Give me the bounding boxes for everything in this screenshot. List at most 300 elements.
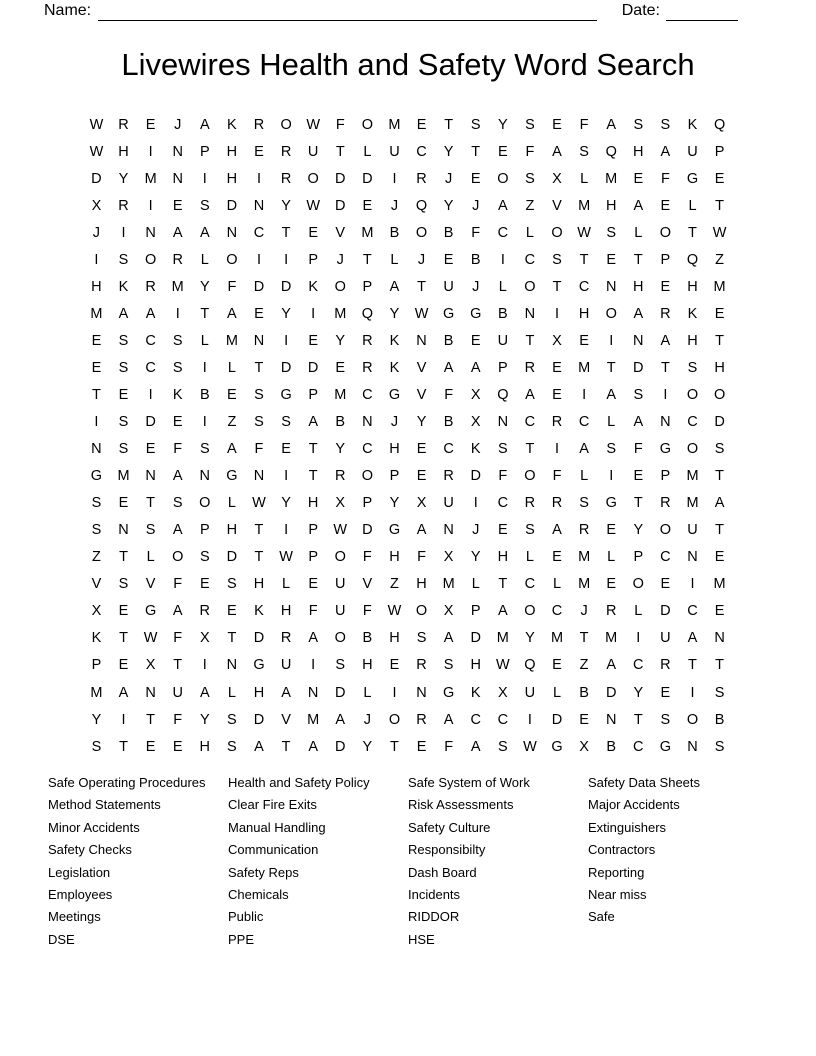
grid-cell: T xyxy=(579,251,589,268)
date-blank-line xyxy=(666,3,738,21)
grid-cell: E xyxy=(199,576,210,593)
grid-cell: H xyxy=(497,549,509,566)
grid-cell: W xyxy=(712,224,727,241)
grid-cell: E xyxy=(470,170,481,187)
grid-cell: P xyxy=(308,549,318,566)
grid-cell: I xyxy=(690,576,695,593)
word-list-item: Incidents xyxy=(408,887,461,903)
grid-cell: L xyxy=(634,224,643,241)
grid-cell: H xyxy=(226,170,238,187)
grid-cell: S xyxy=(118,441,129,458)
grid-cell: O xyxy=(524,468,536,485)
grid-cell: F xyxy=(335,116,345,133)
grid-cell: T xyxy=(715,468,724,485)
grid-cell: W xyxy=(577,224,591,241)
grid-cell: C xyxy=(524,251,536,268)
grid-cell: S xyxy=(91,495,102,512)
grid-cell: C xyxy=(687,603,698,620)
grid-cell: S xyxy=(633,386,644,403)
grid-cell: Y xyxy=(525,630,535,647)
grid-cell: J xyxy=(336,251,344,268)
grid-cell: N xyxy=(145,684,156,701)
word-list-item: Safe xyxy=(588,909,615,925)
grid-cell: I xyxy=(94,251,99,268)
grid-cell: I xyxy=(473,495,478,512)
grid-cell: T xyxy=(119,630,128,647)
grid-cell: S xyxy=(660,116,671,133)
page-title: Livewires Health and Safety Word Search xyxy=(121,47,695,82)
word-list-item: RIDDOR xyxy=(408,909,460,925)
grid-cell: Y xyxy=(389,305,400,322)
grid-cell: I xyxy=(284,522,289,539)
grid-cell: W xyxy=(89,143,104,160)
grid-cell: D xyxy=(307,359,319,376)
grid-cell: F xyxy=(579,116,589,133)
grid-cell: P xyxy=(714,143,725,160)
grid-cell: P xyxy=(660,251,671,268)
grid-cell: V xyxy=(416,386,427,403)
grid-cell: M xyxy=(171,278,184,295)
grid-cell: P xyxy=(633,549,644,566)
grid-cell: M xyxy=(713,576,726,593)
grid-cell: N xyxy=(605,711,617,728)
grid-cell: A xyxy=(606,116,617,133)
grid-cell: E xyxy=(660,197,671,214)
grid-cell: A xyxy=(308,738,318,755)
grid-cell: V xyxy=(335,224,346,241)
grid-cell: F xyxy=(173,711,183,728)
grid-cell: Y xyxy=(443,197,454,214)
grid-cell: E xyxy=(633,468,644,485)
grid-cell: W xyxy=(306,116,321,133)
grid-cell: H xyxy=(470,657,481,674)
grid-cell: H xyxy=(578,305,590,322)
grid-cell: C xyxy=(633,738,644,755)
grid-cell: N xyxy=(145,468,156,485)
grid-cell: P xyxy=(660,468,671,485)
grid-cell: H xyxy=(687,332,698,349)
grid-cell: D xyxy=(280,278,292,295)
grid-cell: O xyxy=(307,170,319,187)
grid-cell: E xyxy=(91,332,102,349)
grid-cell: S xyxy=(552,251,562,268)
grid-cell: O xyxy=(524,278,536,295)
grid-cell: P xyxy=(308,522,318,539)
grid-cell: X xyxy=(443,603,454,620)
grid-cell: R xyxy=(199,603,211,620)
grid-cell: A xyxy=(416,522,427,539)
grid-cell: A xyxy=(281,684,291,701)
grid-cell: K xyxy=(254,603,264,620)
grid-cell: L xyxy=(498,278,507,295)
grid-cell: H xyxy=(118,143,129,160)
grid-cell: F xyxy=(362,603,372,620)
grid-cell: R xyxy=(416,170,427,187)
grid-cell: D xyxy=(362,522,373,539)
grid-cell: T xyxy=(254,549,264,566)
grid-cell: E xyxy=(118,386,129,403)
grid-cell: N xyxy=(199,468,211,485)
grid-cell: Q xyxy=(686,251,699,268)
grid-cell: D xyxy=(714,414,725,431)
grid-cell: E xyxy=(118,495,129,512)
grid-cell: W xyxy=(306,197,321,214)
grid-cell: R xyxy=(416,657,427,674)
grid-cell: A xyxy=(227,441,237,458)
grid-cell: V xyxy=(552,197,562,214)
grid-cell: F xyxy=(254,441,264,458)
grid-cell: P xyxy=(199,143,210,160)
grid-cell: Y xyxy=(91,711,102,728)
grid-cell: J xyxy=(363,711,371,728)
grid-cell: A xyxy=(579,441,589,458)
grid-cell: Y xyxy=(281,197,291,214)
grid-cell: I xyxy=(148,197,153,214)
grid-cell: U xyxy=(687,143,698,160)
grid-cell: T xyxy=(308,468,318,485)
grid-cell: N xyxy=(226,224,238,241)
grid-cell: T xyxy=(525,441,535,458)
grid-cell: X xyxy=(470,386,481,403)
grid-cell: H xyxy=(633,278,644,295)
grid-cell: G xyxy=(686,170,699,187)
grid-cell: R xyxy=(660,657,671,674)
grid-cell: A xyxy=(308,414,318,431)
grid-cell: G xyxy=(388,522,401,539)
grid-cell: K xyxy=(687,305,698,322)
grid-cell: T xyxy=(633,711,643,728)
grid-cell: E xyxy=(660,576,671,593)
grid-cell: U xyxy=(524,684,536,701)
grid-cell: E xyxy=(497,522,508,539)
grid-cell: E xyxy=(416,441,427,458)
grid-cell: S xyxy=(172,495,183,512)
grid-cell: B xyxy=(443,224,454,241)
grid-cell: B xyxy=(579,684,589,701)
grid-cell: A xyxy=(687,630,698,647)
grid-cell: Q xyxy=(497,386,509,403)
grid-cell: P xyxy=(362,278,373,295)
grid-cell: R xyxy=(118,197,129,214)
grid-cell: D xyxy=(226,549,238,566)
grid-cell: E xyxy=(470,332,481,349)
grid-cell: O xyxy=(172,549,184,566)
grid-cell: J xyxy=(472,197,480,214)
grid-cell: G xyxy=(659,441,672,458)
grid-cell: S xyxy=(227,576,237,593)
grid-cell: T xyxy=(146,495,156,512)
grid-cell: T xyxy=(390,738,399,755)
grid-cell: L xyxy=(525,224,534,241)
grid-cell: L xyxy=(227,684,236,701)
grid-cell: O xyxy=(497,170,509,187)
grid-cell: Q xyxy=(361,305,373,322)
grid-cell: K xyxy=(470,684,481,701)
grid-cell: E xyxy=(362,197,373,214)
word-list-item: Major Accidents xyxy=(588,797,680,813)
grid-cell: K xyxy=(227,116,237,133)
word-list xyxy=(48,772,768,951)
date-label: Date: xyxy=(621,2,660,19)
grid-cell: E xyxy=(416,468,427,485)
grid-cell: E xyxy=(145,116,156,133)
grid-cell: E xyxy=(281,441,291,458)
grid-cell: Y xyxy=(389,495,400,512)
grid-cell: X xyxy=(552,332,562,349)
grid-cell: A xyxy=(443,711,454,728)
grid-cell: T xyxy=(688,224,697,241)
grid-cell: P xyxy=(362,495,373,512)
grid-cell: H xyxy=(605,197,617,214)
grid-cell: C xyxy=(660,549,671,566)
grid-cell: G xyxy=(443,684,455,701)
grid-cell: S xyxy=(714,441,725,458)
grid-cell: R xyxy=(660,495,671,512)
grid-cell: A xyxy=(552,143,562,160)
grid-cell: R xyxy=(524,495,536,512)
word-list-item: Minor Accidents xyxy=(48,819,140,835)
grid-cell: Y xyxy=(497,116,508,133)
grid-cell: E xyxy=(227,603,237,620)
grid-cell: A xyxy=(172,224,183,241)
letter-grid xyxy=(0,111,816,760)
grid-cell: A xyxy=(470,359,481,376)
word-list-item: Clear Fire Exits xyxy=(228,797,317,813)
grid-cell: V xyxy=(91,576,102,593)
grid-cell: Z xyxy=(227,414,237,431)
grid-cell: I xyxy=(555,305,560,322)
grid-cell: R xyxy=(551,414,563,431)
grid-cell: A xyxy=(633,414,644,431)
grid-cell: O xyxy=(334,278,346,295)
grid-cell: E xyxy=(552,657,562,674)
grid-cell: Q xyxy=(524,657,536,674)
grid-cell: O xyxy=(361,468,373,485)
grid-cell: N xyxy=(443,522,454,539)
grid-cell: S xyxy=(525,522,535,539)
grid-cell: U xyxy=(280,657,292,674)
grid-cell: M xyxy=(90,684,103,701)
grid-cell: W xyxy=(333,522,348,539)
grid-cell: T xyxy=(606,359,616,376)
grid-cell: B xyxy=(389,224,400,241)
grid-cell: T xyxy=(200,305,210,322)
grid-cell: X xyxy=(579,738,589,755)
grid-cell: N xyxy=(253,332,265,349)
grid-cell: I xyxy=(121,224,126,241)
word-list-item: Safe System of Work xyxy=(408,775,530,790)
grid-cell: D xyxy=(253,711,265,728)
grid-cell: X xyxy=(552,170,562,187)
grid-cell: B xyxy=(714,711,725,728)
grid-cell: P xyxy=(497,359,508,376)
grid-cell: Y xyxy=(633,684,644,701)
grid-cell: I xyxy=(609,332,614,349)
grid-cell: N xyxy=(307,684,319,701)
grid-cell: I xyxy=(392,684,397,701)
grid-cell: O xyxy=(144,251,157,268)
grid-cell: F xyxy=(417,549,426,566)
grid-cell: R xyxy=(280,143,292,160)
grid-cell: Y xyxy=(199,711,210,728)
grid-cell: H xyxy=(416,576,427,593)
grid-cell: D xyxy=(335,170,346,187)
grid-cell: D xyxy=(91,170,102,187)
grid-cell: E xyxy=(443,251,454,268)
grid-cell: O xyxy=(361,116,373,133)
grid-cell: S xyxy=(172,359,183,376)
grid-cell: U xyxy=(335,576,346,593)
word-list-item: Employees xyxy=(48,887,113,903)
grid-cell: E xyxy=(172,197,183,214)
grid-cell: S xyxy=(633,116,644,133)
grid-cell: T xyxy=(444,116,454,133)
grid-cell: O xyxy=(415,603,428,620)
grid-cell: S xyxy=(497,738,508,755)
grid-cell: I xyxy=(311,305,316,322)
grid-cell: O xyxy=(713,386,726,403)
grid-cell: C xyxy=(470,711,481,728)
grid-cell: L xyxy=(552,576,562,593)
word-list-item: Reporting xyxy=(588,864,645,880)
grid-cell: B xyxy=(470,251,481,268)
grid-cell: O xyxy=(686,441,699,458)
grid-cell: S xyxy=(443,657,454,674)
grid-cell: H xyxy=(362,657,373,674)
word-list-item: Method Statements xyxy=(48,797,161,813)
grid-cell: E xyxy=(606,251,617,268)
grid-cell: M xyxy=(713,278,726,295)
grid-cell: N xyxy=(118,522,129,539)
grid-cell: P xyxy=(91,657,102,674)
grid-cell: O xyxy=(659,224,672,241)
grid-cell: M xyxy=(334,305,347,322)
grid-cell: R xyxy=(335,468,346,485)
grid-cell: S xyxy=(687,359,698,376)
grid-cell: A xyxy=(525,386,535,403)
grid-cell: A xyxy=(172,603,183,620)
grid-cell: J xyxy=(390,197,399,214)
grid-cell: R xyxy=(416,711,427,728)
grid-cell: K xyxy=(118,278,129,295)
grid-cell: I xyxy=(609,468,614,485)
grid-cell: E xyxy=(416,116,427,133)
grid-cell: I xyxy=(582,386,587,403)
grid-cell: S xyxy=(714,684,725,701)
grid-cell: D xyxy=(660,603,671,620)
grid-cell: E xyxy=(579,711,589,728)
grid-cell: L xyxy=(200,251,209,268)
grid-cell: A xyxy=(660,143,671,160)
grid-cell: U xyxy=(307,143,319,160)
grid-cell: I xyxy=(311,657,316,674)
grid-cell: E xyxy=(254,305,264,322)
grid-cell: I xyxy=(121,711,126,728)
grid-cell: V xyxy=(362,576,373,593)
grid-cell: G xyxy=(551,738,563,755)
grid-cell: Y xyxy=(362,738,373,755)
grid-cell: A xyxy=(714,495,725,512)
grid-cell: I xyxy=(256,251,261,268)
grid-cell: T xyxy=(227,630,237,647)
header-row xyxy=(44,2,738,21)
grid-cell: O xyxy=(524,603,536,620)
grid-cell: J xyxy=(445,170,453,187)
grid-cell: S xyxy=(579,143,589,160)
grid-cell: O xyxy=(280,116,292,133)
grid-cell: G xyxy=(226,468,238,485)
grid-cell: T xyxy=(660,359,670,376)
word-list-item: Safety Culture xyxy=(408,819,491,835)
grid-cell: F xyxy=(362,549,372,566)
grid-cell: W xyxy=(252,495,266,512)
grid-cell: S xyxy=(91,522,102,539)
grid-cell: I xyxy=(202,359,207,376)
grid-cell: E xyxy=(552,549,562,566)
grid-cell: M xyxy=(578,359,591,376)
grid-cell: H xyxy=(307,495,319,512)
grid-cell: S xyxy=(660,711,671,728)
grid-cell: D xyxy=(335,684,346,701)
grid-cell: H xyxy=(226,522,238,539)
grid-cell: H xyxy=(253,576,265,593)
grid-cell: H xyxy=(389,549,400,566)
grid-cell: T xyxy=(471,143,481,160)
grid-cell: T xyxy=(715,197,724,214)
grid-cell: A xyxy=(118,684,129,701)
grid-cell: X xyxy=(199,630,210,647)
grid-cell: K xyxy=(470,441,481,458)
grid-cell: C xyxy=(443,441,454,458)
grid-cell: T xyxy=(119,738,128,755)
grid-cell: O xyxy=(388,711,401,728)
grid-cell: T xyxy=(688,657,697,674)
grid-cell: I xyxy=(148,386,153,403)
grid-cell: K xyxy=(308,278,318,295)
grid-cell: N xyxy=(145,224,156,241)
grid-cell: H xyxy=(280,603,292,620)
grid-cell: F xyxy=(308,603,318,620)
grid-cell: T xyxy=(335,143,345,160)
grid-cell: L xyxy=(200,332,209,349)
grid-cell: K xyxy=(172,386,183,403)
grid-cell: C xyxy=(145,359,156,376)
grid-cell: T xyxy=(715,657,724,674)
grid-cell: D xyxy=(605,684,617,701)
grid-cell: Y xyxy=(281,305,291,322)
grid-cell: Z xyxy=(579,657,589,674)
word-list-item: Dash Board xyxy=(408,864,477,880)
grid-cell: H xyxy=(253,684,265,701)
grid-cell: E xyxy=(254,143,264,160)
grid-cell: S xyxy=(714,738,725,755)
grid-cell: N xyxy=(633,332,644,349)
grid-cell: Y xyxy=(443,143,454,160)
grid-cell: C xyxy=(633,657,644,674)
grid-cell: W xyxy=(495,657,510,674)
grid-cell: L xyxy=(227,495,236,512)
grid-cell: N xyxy=(524,305,536,322)
grid-cell: E xyxy=(660,684,671,701)
grid-cell: J xyxy=(472,522,480,539)
grid-cell: T xyxy=(552,278,562,295)
grid-cell: S xyxy=(227,711,237,728)
grid-cell: Z xyxy=(390,576,399,593)
word-list-column-1 xyxy=(48,772,228,951)
grid-cell: R xyxy=(605,603,617,620)
grid-cell: M xyxy=(117,468,130,485)
grid-cell: B xyxy=(199,386,210,403)
